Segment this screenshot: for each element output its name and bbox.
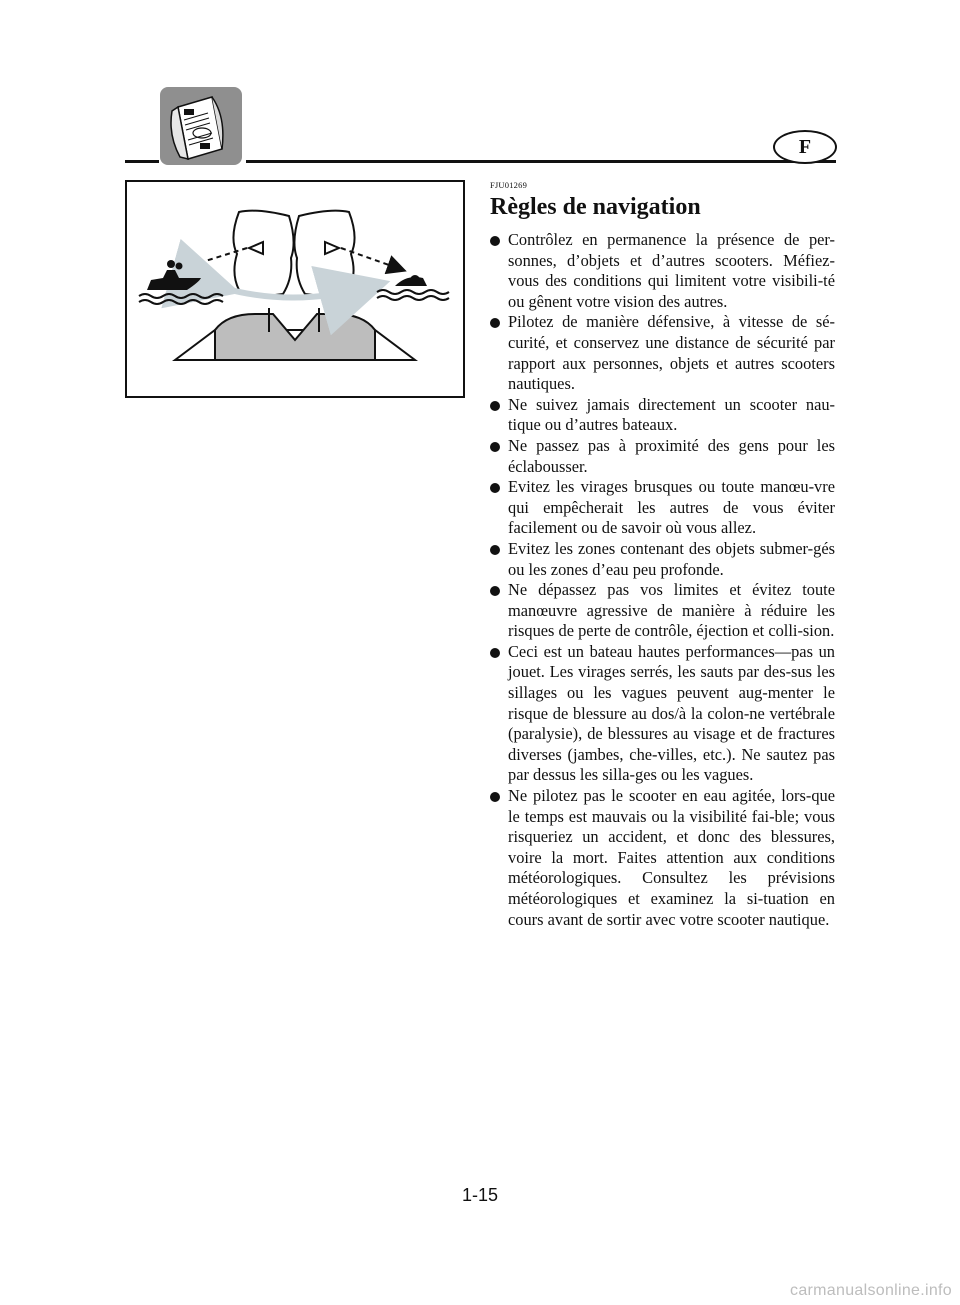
list-item: Contrôlez en permanence la présence de per-sonnes, d’objets et d’autres scooters. Méfiez-vous des conditions qui limitent votre visibili-té ou gênent votre vision des autres.	[490, 230, 835, 312]
main-content	[490, 180, 835, 930]
bullet-icon	[490, 545, 500, 555]
list-item: Ne suivez jamais directement un scooter nau-tique ou d’autres bateaux.	[490, 395, 835, 436]
navigation-illustration	[125, 180, 465, 398]
bullet-icon	[490, 648, 500, 658]
bullet-icon	[490, 442, 500, 452]
bullet-icon	[490, 401, 500, 411]
list-item: Evitez les virages brusques ou toute manœu-vre qui empêcherait les autres de vous éviter facilement ou de savoir où vous allez.	[490, 477, 835, 539]
page-number: 1-15	[461, 1185, 499, 1205]
header-rule-left	[125, 160, 159, 163]
watermark[interactable]: carmanualsonline.info	[790, 1282, 952, 1299]
bullet-icon	[490, 236, 500, 246]
list-item: Ceci est un bateau hautes performances—pas un jouet. Les virages serrés, les sauts par des-sus les sillages ou les vagues peuvent aug-menter le risque de blessure au dos/à la colon-ne vertébrale (paralysie), de blessures au visage et de fractures diverses (jambes, che-villes, etc.). Ne sautez pas par dessus les silla-ges ou les vagues.	[490, 642, 835, 786]
list-item: Pilotez de manière défensive, à vitesse de sé-curité, et conservez une distance de sécurité par rapport aux personnes, objets et autres scooters nautiques.	[490, 312, 835, 394]
section-code: FJU01269	[490, 180, 528, 190]
language-badge: F	[773, 130, 837, 164]
list-item: Ne passez pas à proximité des gens pour les éclabousser.	[490, 436, 835, 477]
bullet-icon	[490, 318, 500, 328]
safety-rules-list	[490, 230, 835, 930]
header-rule-right	[246, 160, 836, 163]
manual-book-icon	[160, 87, 242, 165]
section-title: Règles de navigation	[490, 194, 701, 220]
bullet-icon	[490, 483, 500, 493]
list-item: Ne pilotez pas le scooter en eau agitée, lors-que le temps est mauvais ou la visibilité fai-ble; vous risqueriez un accident, et donc des blessures, voire la mort. Faites attention aux conditions météorologiques. Consultez les prévisions météorologiques et examinez la si-tuation en cours avant de sortir avec votre scooter nautique.	[490, 786, 835, 930]
bullet-icon	[490, 586, 500, 596]
list-item: Ne dépassez pas vos limites et évitez toute manœuvre agressive de manière à réduire les risques de perte de contrôle, éjection et colli-sion.	[490, 580, 835, 642]
bullet-icon	[490, 792, 500, 802]
list-item: Evitez les zones contenant des objets submer-gés ou les zones d’eau peu profonde.	[490, 539, 835, 580]
